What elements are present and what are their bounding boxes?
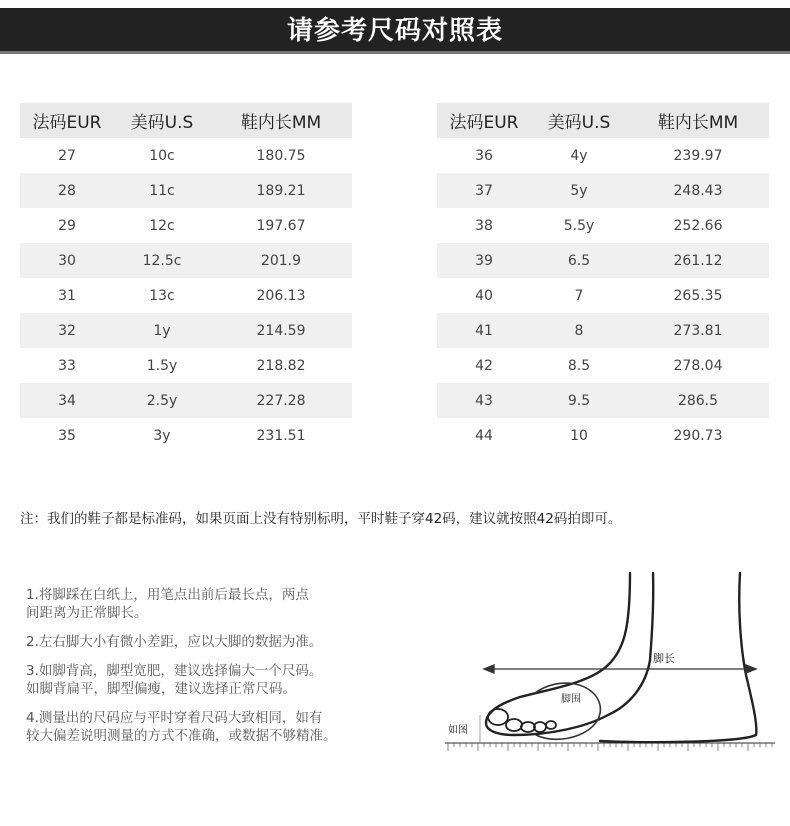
table-cell: 39	[437, 243, 531, 278]
instruction-line: 2.左右脚大小有微小差距，应以大脚的数据为准。	[26, 634, 323, 650]
table-cell: 8	[531, 313, 627, 348]
column-header: 鞋内长MM	[627, 103, 769, 138]
example-label: 如图	[448, 725, 468, 736]
size-table-left	[20, 103, 352, 453]
table-cell: 218.82	[256, 357, 306, 374]
column-header: 法码EUR	[20, 103, 114, 138]
table-header-row	[437, 103, 769, 138]
table-cell: 27	[58, 147, 76, 164]
foot-outline	[486, 573, 756, 742]
table-cell: 4y	[570, 147, 588, 164]
table-cell: 3y	[153, 427, 171, 444]
table-row	[437, 348, 769, 383]
table-row	[437, 173, 769, 208]
table-cell: 197.67	[256, 217, 306, 234]
table-cell: 290.73	[673, 427, 723, 444]
table-row	[20, 348, 352, 383]
table-row	[20, 173, 352, 208]
table-cell: 5.5y	[563, 217, 595, 234]
column-header: 鞋内长MM	[210, 103, 352, 138]
instruction-item	[26, 633, 426, 651]
table-row	[437, 138, 769, 173]
table-cell: 10c	[149, 147, 175, 164]
table-cell: 248.43	[627, 173, 769, 208]
instruction-line: 3.如脚背高，脚型宽肥，建议选择偏大一个尺码。	[26, 663, 323, 679]
table-cell: 6.5	[531, 243, 627, 278]
table-cell: 206.13	[256, 287, 306, 304]
table-row	[20, 138, 352, 173]
table-cell: 28	[20, 173, 114, 208]
table-cell: 30	[20, 243, 114, 278]
table-cell: 286.5	[627, 383, 769, 418]
table-cell: 252.66	[673, 217, 723, 234]
table-cell: 37	[437, 173, 531, 208]
instruction-line: 如脚背扁平，脚型偏瘦，建议选择正常尺码。	[26, 681, 296, 697]
table-cell: 201.9	[210, 243, 352, 278]
instruction-item	[26, 586, 426, 622]
table-header-row	[20, 103, 352, 138]
table-cell: 278.04	[673, 357, 723, 374]
table-row	[20, 418, 352, 453]
column-header: 美码U.S	[531, 103, 627, 138]
foot-measurement-diagram	[440, 565, 780, 775]
table-cell: 31	[58, 287, 76, 304]
instruction-line: 较大偏差说明测量的方式不准确，或数据不够精准。	[26, 728, 337, 744]
table-row	[437, 208, 769, 243]
table-cell: 12c	[149, 217, 175, 234]
table-cell: 41	[437, 313, 531, 348]
table-cell: 5y	[531, 173, 627, 208]
length-arrow	[484, 665, 756, 673]
table-row	[437, 418, 769, 453]
table-row	[437, 383, 769, 418]
table-cell: 1y	[114, 313, 210, 348]
table-cell: 13c	[149, 287, 175, 304]
table-cell: 35	[58, 427, 76, 444]
instruction-line: 4.测量出的尺码应与平时穿着尺码大致相同，如有	[26, 710, 323, 726]
table-row	[20, 313, 352, 348]
sizing-note: 注：我们的鞋子都是标准码，如果页面上没有特别标明，平时鞋子穿42码，建议就按照42码拍即可。	[20, 511, 622, 527]
table-cell: 231.51	[256, 427, 306, 444]
table-cell: 189.21	[210, 173, 352, 208]
column-header: 法码EUR	[437, 103, 531, 138]
table-cell: 29	[58, 217, 76, 234]
table-cell: 32	[20, 313, 114, 348]
foot-girth-label: 脚围	[561, 694, 581, 705]
table-cell: 1.5y	[146, 357, 178, 374]
instruction-line: 间距离为正常脚长。	[26, 605, 148, 621]
table-cell: 7	[574, 287, 584, 304]
table-cell: 261.12	[627, 243, 769, 278]
table-row	[20, 243, 352, 278]
table-cell: 40	[475, 287, 493, 304]
table-cell: 214.59	[210, 313, 352, 348]
instruction-item	[26, 662, 426, 698]
table-cell: 12.5c	[114, 243, 210, 278]
table-cell: 11c	[114, 173, 210, 208]
toes	[488, 709, 556, 732]
table-cell: 273.81	[627, 313, 769, 348]
table-row	[437, 243, 769, 278]
table-cell: 33	[58, 357, 76, 374]
table-row	[20, 208, 352, 243]
table-cell: 227.28	[210, 383, 352, 418]
table-cell: 180.75	[256, 147, 306, 164]
table-cell: 10	[570, 427, 588, 444]
page-title: 请参考尺码对照表	[286, 16, 503, 46]
table-cell: 42	[475, 357, 493, 374]
table-row	[20, 383, 352, 418]
table-cell: 265.35	[673, 287, 723, 304]
page-header	[0, 8, 790, 54]
table-cell: 36	[475, 147, 493, 164]
measurement-instructions	[26, 586, 426, 756]
table-cell: 44	[475, 427, 493, 444]
table-cell: 38	[475, 217, 493, 234]
foot-length-label: 脚长	[653, 652, 675, 665]
table-cell: 239.97	[673, 147, 723, 164]
table-row	[437, 278, 769, 313]
table-row	[20, 278, 352, 313]
table-cell: 43	[437, 383, 531, 418]
instruction-line: 1.将脚踩在白纸上，用笔点出前后最长点，两点	[26, 587, 309, 603]
size-table-right	[437, 103, 769, 453]
table-row	[437, 313, 769, 348]
table-cell: 2.5y	[114, 383, 210, 418]
table-cell: 34	[20, 383, 114, 418]
column-header: 美码U.S	[114, 103, 210, 138]
instruction-item	[26, 709, 426, 745]
table-cell: 9.5	[531, 383, 627, 418]
table-cell: 8.5	[567, 357, 591, 374]
